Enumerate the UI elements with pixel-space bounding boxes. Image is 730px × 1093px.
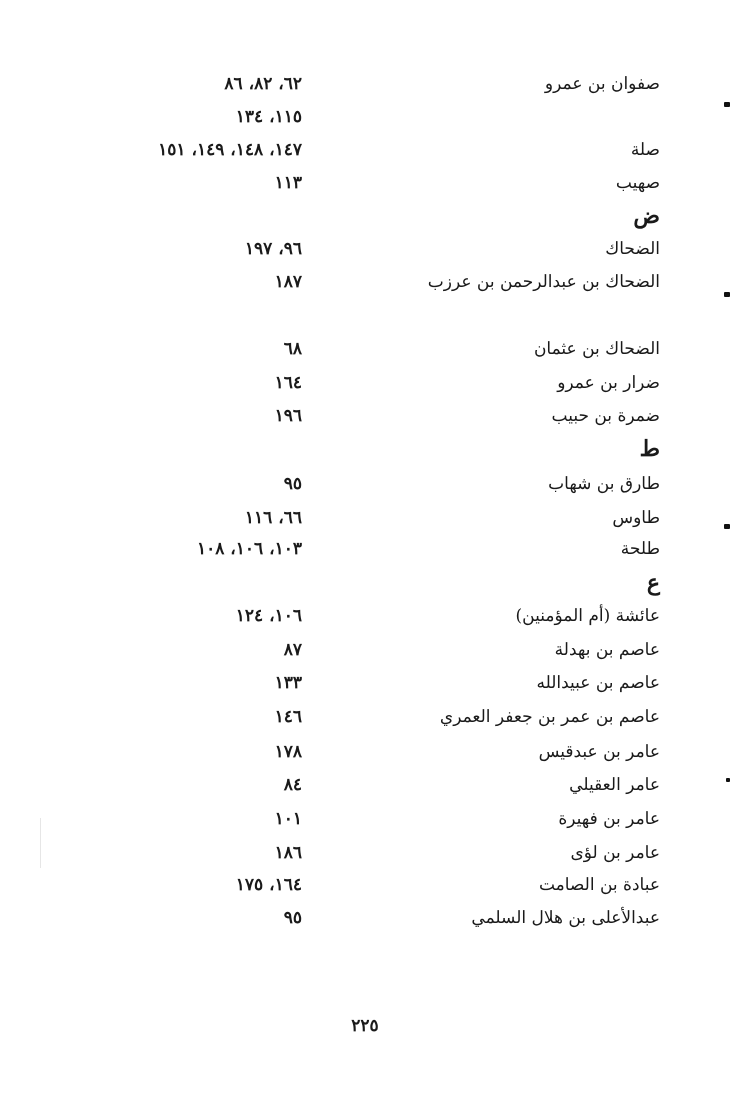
entry-name: طارق بن شهاب (548, 474, 660, 494)
index-entry (0, 501, 730, 535)
entry-name: صفوان بن عمرو (544, 74, 660, 94)
entry-pages: ٨٧ (283, 640, 302, 660)
entry-pages: ١٧٨ (274, 742, 302, 762)
index-entry (0, 67, 730, 101)
entry-pages: ١١٣ (274, 173, 302, 193)
entry-pages: ١٦٤، ١٧٥ (235, 875, 302, 895)
index-entry (0, 666, 730, 700)
index-entry (0, 633, 730, 667)
entry-pages: ١٣٣ (274, 673, 302, 693)
index-entry (0, 166, 730, 200)
entry-pages: ٦٦، ١١٦ (244, 508, 302, 528)
entry-name: عاصم بن عمر بن جعفر العمري (439, 707, 660, 727)
letter-heading (0, 566, 730, 600)
margin-mark (724, 102, 730, 107)
entry-name: عاصم بن عبيدالله (536, 673, 660, 693)
entry-name: صهيب (615, 173, 660, 193)
index-entry (0, 700, 730, 734)
entry-pages: ١٨٦ (274, 843, 302, 863)
entry-pages: ٦٢، ٨٢، ٨٦ (224, 74, 302, 94)
index-entry (0, 802, 730, 836)
entry-pages: ١٠٦، ١٢٤ (235, 606, 302, 626)
entry-pages: ١٠٣، ١٠٦، ١٠٨ (196, 539, 302, 559)
entry-pages: ١١٥، ١٣٤ (235, 107, 302, 127)
index-entry (0, 768, 730, 802)
entry-name: الضحاك (605, 239, 660, 259)
page-number: ٢٢٥ (351, 1016, 379, 1036)
entry-pages: ١٨٧ (274, 272, 302, 292)
entry-name: ضرار بن عمرو (557, 373, 660, 393)
index-entry (0, 532, 730, 566)
letter-heading (0, 432, 730, 466)
index-entry (0, 467, 730, 501)
entry-pages: ٨٤ (283, 775, 302, 795)
entry-name: عامر بن لؤى (570, 843, 660, 863)
entry-pages: ١٩٦ (274, 406, 302, 426)
entry-name: طاوس (612, 508, 660, 528)
margin-mark (726, 778, 730, 782)
entry-name: عامر بن عبدقيس (538, 742, 660, 762)
index-entry (0, 868, 730, 902)
entry-pages: ١٤٧، ١٤٨، ١٤٩، ١٥١ (158, 140, 302, 160)
entry-name: الضحاك بن عبدالرحمن بن عرزب (427, 272, 660, 292)
letter-heading-text: ط (639, 436, 660, 462)
index-entry (0, 332, 730, 366)
entry-pages: ١٦٤ (274, 373, 302, 393)
entry-name: عاصم بن بهدلة (554, 640, 660, 660)
entry-name: عائشة (أم المؤمنين) (515, 606, 660, 626)
entry-pages: ٩٦، ١٩٧ (244, 239, 302, 259)
index-entry (0, 599, 730, 633)
entry-name: ضمرة بن حبيب (551, 406, 660, 426)
letter-heading (0, 199, 730, 233)
index-entry (0, 232, 730, 266)
margin-mark (724, 292, 730, 297)
index-entry (0, 100, 730, 134)
letter-heading-text: ض (633, 203, 660, 229)
entry-name: عبادة بن الصامت (538, 875, 660, 895)
entry-name: صلة (630, 140, 660, 160)
entry-pages: ٦٨ (283, 339, 302, 359)
entry-pages: ٩٥ (283, 908, 302, 928)
entry-name: عامر بن فهيرة (558, 809, 660, 829)
entry-name: طلحة (620, 539, 660, 559)
entry-name: الضحاك بن عثمان (533, 339, 660, 359)
index-entry (0, 399, 730, 433)
margin-mark (724, 524, 730, 529)
letter-heading-text: ع (646, 570, 660, 596)
index-entry (0, 735, 730, 769)
entry-pages: ١٠١ (274, 809, 302, 829)
scan-artifact (40, 818, 41, 868)
index-entry (0, 836, 730, 870)
entry-pages: ٩٥ (283, 474, 302, 494)
entry-name: عامر العقيلي (569, 775, 660, 795)
index-entry (0, 901, 730, 935)
index-entry (0, 265, 730, 299)
index-entry (0, 133, 730, 167)
entry-pages: ١٤٦ (274, 707, 302, 727)
entry-name: عبدالأعلى بن هلال السلمي (471, 908, 660, 928)
index-entry (0, 366, 730, 400)
